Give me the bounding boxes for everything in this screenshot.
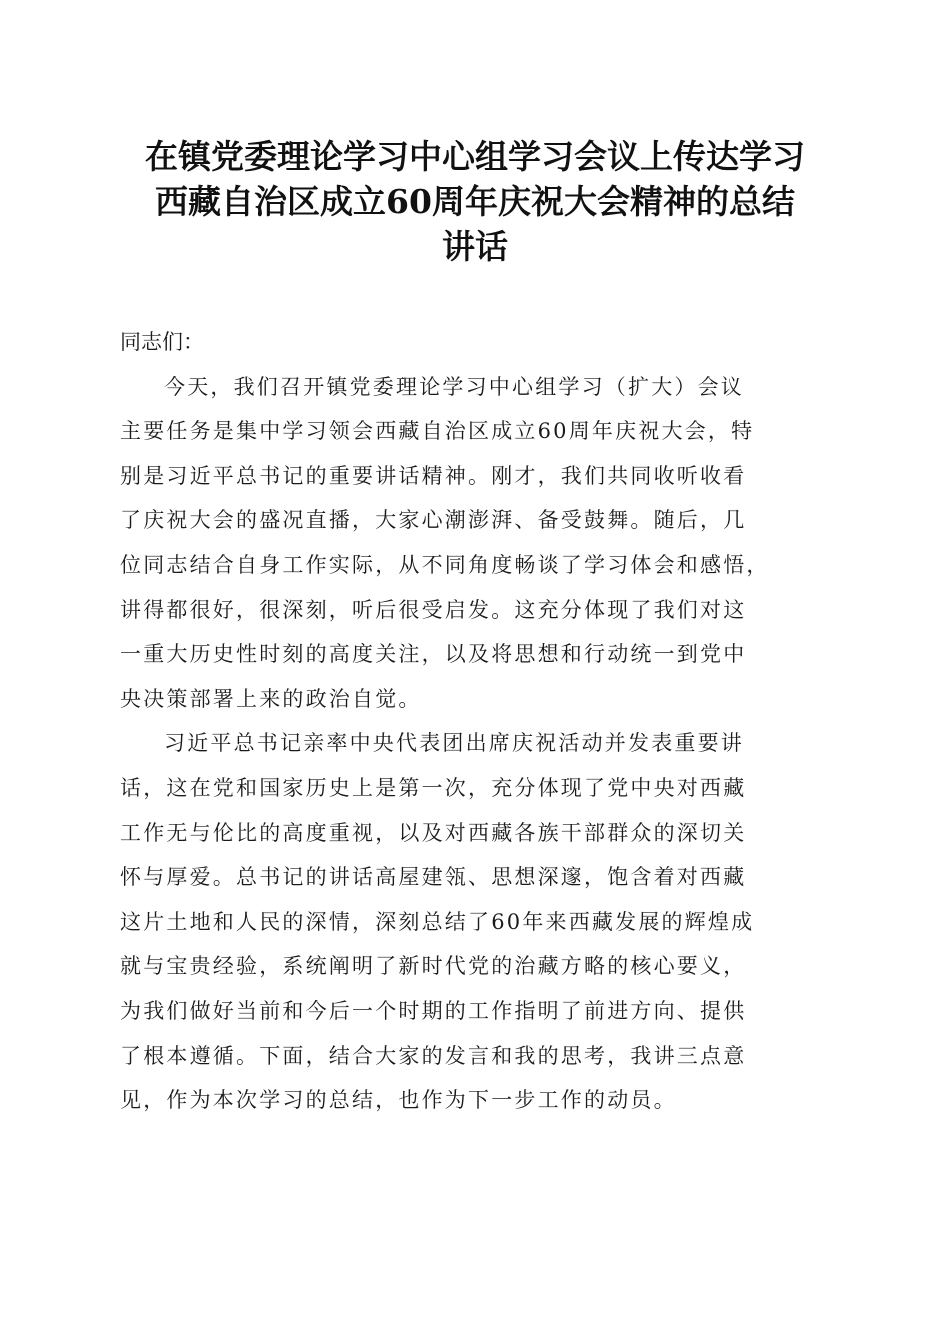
paragraph-line: 央决策部署上来的政治自觉。	[120, 686, 422, 711]
paragraph-line: 工作无与伦比的高度重视，以及对西藏各族干部群众的深切关	[120, 820, 747, 845]
paragraph-line: 习近平总书记亲率中央代表团出席庆祝活动并发表重要讲	[164, 731, 744, 756]
title-line: 讲话	[442, 227, 508, 266]
paragraph-line: 话，这在党和国家历史上是第一次，充分体现了党中央对西藏	[120, 775, 747, 800]
paragraph-line: 别是习近平总书记的重要讲话精神。刚才，我们共同收听收看	[120, 463, 747, 488]
paragraph-line: 这片土地和人民的深情，深刻总结了60年来西藏发展的辉煌成	[120, 909, 755, 934]
salutation: 同志们：	[120, 330, 204, 354]
paragraph-line: 怀与厚爱。总书记的讲话高屋建瓴、思想深邃，饱含着对西藏	[120, 865, 747, 890]
document-title	[100, 134, 850, 269]
paragraph-line: 了庆祝大会的盛况直播，大家心潮澎湃、备受鼓舞。随后，几	[120, 508, 747, 533]
document-body	[120, 320, 840, 1123]
paragraph-line: 为我们做好当前和今后一个时期的工作指明了前进方向、提供	[120, 998, 747, 1023]
paragraph-line: 见，作为本次学习的总结，也作为下一步工作的动员。	[120, 1088, 677, 1113]
paragraph-line: 今天，我们召开镇党委理论学习中心组学习（扩大）会议	[164, 374, 744, 399]
paragraph-line: 了根本遵循。下面，结合大家的发言和我的思考，我讲三点意	[120, 1043, 747, 1068]
paragraph-line: 主要任务是集中学习领会西藏自治区成立60周年庆祝大会，特	[120, 419, 755, 444]
paragraph-line: 讲得都很好，很深刻，听后很受启发。这充分体现了我们对这	[120, 597, 747, 622]
paragraph-1	[120, 365, 840, 722]
paragraph-line: 就与宝贵经验，系统阐明了新时代党的治藏方略的核心要义，	[120, 954, 747, 979]
paragraph-line: 位同志结合自身工作实际，从不同角度畅谈了学习体会和感悟，	[120, 552, 770, 577]
title-line: 西藏自治区成立60周年庆祝大会精神的总结	[155, 182, 795, 221]
paragraph-line: 一重大历史性时刻的高度关注，以及将思想和行动统一到党中	[120, 642, 747, 667]
paragraph-2	[120, 721, 840, 1122]
title-line: 在镇党委理论学习中心组学习会议上传达学习	[145, 137, 805, 176]
